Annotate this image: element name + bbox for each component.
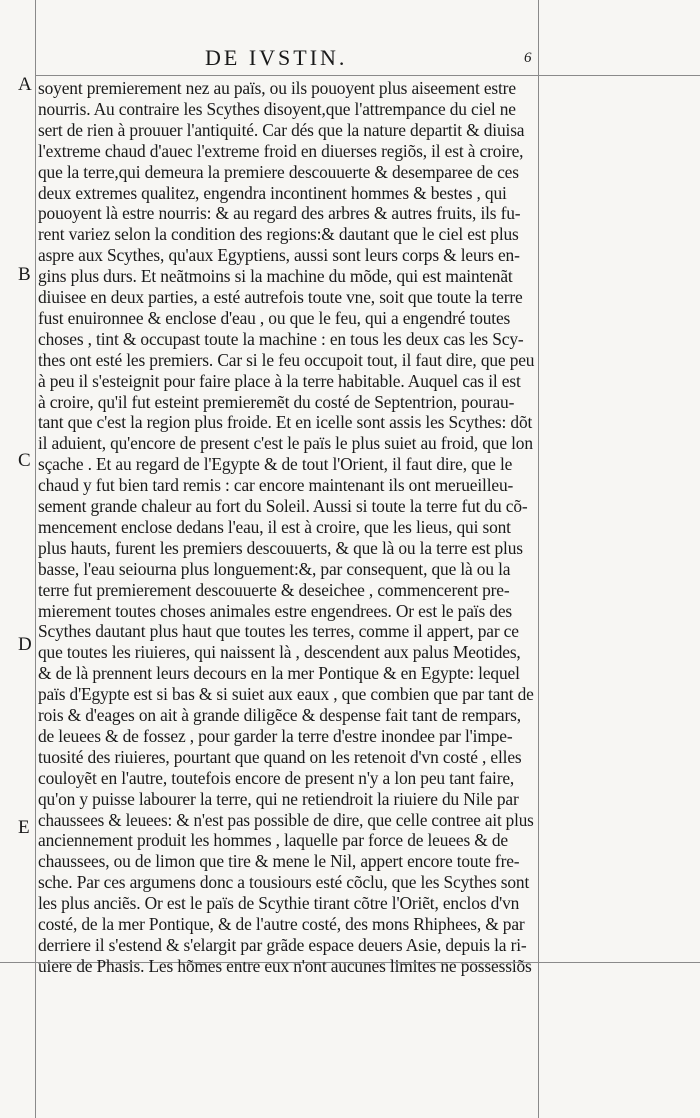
- text-line: Scythes dautant plus haut que toutes les terres, comme il appert, par ce: [38, 621, 519, 642]
- margin-marker-d: D: [18, 634, 32, 655]
- running-title: DE IVSTIN.: [205, 45, 348, 70]
- text-line: sçache . Et au regard de l'Egypte & de tout l'Orient, il faut dire, que le: [38, 454, 513, 475]
- text-line: nourris. Au contraire les Scythes disoyent,que l'attrempance du ciel ne: [38, 98, 516, 119]
- left-margin-rule: [35, 0, 36, 1118]
- text-line: à peu il s'esteignit pour faire place à la terre habitable. Auquel cas il est: [38, 370, 521, 391]
- text-line: l'extreme chaud d'auec l'extreme froid en diuerses regiõs, il est à croire,: [38, 140, 524, 161]
- margin-marker-c: C: [18, 450, 31, 471]
- text-line: thes ont esté les premiers. Car si le feu occupoit tout, il faut dire, que peu: [38, 349, 535, 370]
- text-line: & de là prennent leurs decours en la mer Pontique & en Egypte: lequel: [38, 663, 520, 684]
- text-line: diuisee en deux parties, a esté autrefois toute vne, soit que toute la terre: [38, 287, 523, 307]
- text-line: que toutes les riuieres, qui naissent là , descendent aux palus Meotides,: [38, 642, 521, 663]
- text-line: deux extremes qualitez, engendra incontinent hommes & bestes , qui: [38, 182, 507, 203]
- text-line: couloyẽt en l'autre, toutefois encore de present n'y a lon peu tant faire,: [38, 767, 515, 788]
- text-line: pouoyent là estre nourris: & au regard des arbres & autres fruits, ils fu-: [38, 203, 521, 224]
- text-line: païs d'Egypte est si bas & si suiet aux eaux , que combien que par tant de: [38, 684, 534, 705]
- text-line: mencement enclose dedans l'eau, il est à croire, que les lieus, qui sont: [38, 516, 511, 537]
- text-line: il aduient, qu'encore de present c'est le païs le plus suiet au froid, que lon: [38, 433, 533, 454]
- text-line: costé, de la mer Pontique, & de l'autre costé, des mons Rhiphees, & par: [38, 914, 525, 934]
- text-line: sche. Par ces argumens donc a tousiours esté cõclu, que les Scythes sont: [38, 872, 530, 893]
- text-line: choses , tint & occupast toute la machine : en tous les deux cas les Scy-: [38, 328, 524, 349]
- text-line: chaud y fut bien tard remis : car encore maintenant ils ont merueilleu-: [38, 475, 514, 496]
- text-line: gins plus durs. Et neãtmoins si la machine du mõde, qui est maintenãt: [38, 266, 513, 287]
- text-line: chaussees & leuees: & n'est pas possible de dire, que celle contree ait plus: [38, 809, 534, 830]
- text-line: plus hauts, furent les premiers descouuerts, & que là ou la terre est plus: [38, 537, 523, 558]
- page-number: 6: [524, 50, 532, 66]
- text-line: sert de rien à prouuer l'antiquité. Car dés que la nature departit & diuisa: [38, 119, 525, 140]
- text-line: les plus anciẽs. Or est le païs de Scythie tirant cõtre l'Oriẽt, enclos d'vn: [38, 893, 520, 914]
- text-line: basse, l'eau seiourna plus longuement:&, par consequent, que là ou la: [38, 558, 511, 579]
- text-line: chaussees, ou de limon que tire & mene le Nil, appert encore toute fre-: [38, 851, 520, 872]
- text-line: sement grande chaleur au fort du Soleil. Aussi si toute la terre fut du cõ-: [38, 496, 528, 516]
- text-line: uiere de Phasis. Les hõmes entre eux n'ont aucunes limites ne possessiõs: [38, 955, 532, 976]
- text-line: terre fut premierement descouuerte & deseichee , commencerent pre-: [38, 579, 510, 600]
- text-line: anciennement produit les hommes , laquelle par force de leuees & de: [38, 830, 508, 851]
- text-line: tant que c'est la region plus froide. Et en icelle sont assis les Scythes: dõt: [38, 412, 533, 433]
- text-line: aspre aux Scythes, qu'aux Egyptiens, aussi sont leurs corps & leurs en-: [38, 245, 520, 266]
- text-line: derriere il s'estend & s'elargit par grãde espace deuers Asie, depuis la ri-: [38, 934, 527, 955]
- text-line: à croire, qu'il fut esteint premieremẽt du costé de Septentrion, pourau-: [38, 391, 515, 412]
- margin-marker-b: B: [18, 264, 31, 285]
- header-rule: [35, 75, 700, 76]
- text-line: que la terre,qui demeura la premiere descouuerte & desemparee de ces: [38, 161, 519, 182]
- text-line: fust enuironnee & enclose d'eau , ou que le feu, qui a engendré toutes: [38, 307, 511, 328]
- text-line: mierement toutes choses animales estre engendrees. Or est le païs des: [38, 600, 513, 621]
- text-line: rent variez selon la condition des regions:& dautant que le ciel est plus: [38, 224, 519, 245]
- text-line: qu'on y puisse labourer la terre, qui ne retiendroit la riuiere du Nile par: [38, 788, 519, 809]
- margin-marker-e: E: [18, 817, 30, 838]
- text-line: rois & d'eages on ait à grande diligẽce & despense fait tant de rempars,: [38, 705, 521, 725]
- margin-marker-a: A: [18, 74, 32, 95]
- right-margin-rule: [538, 0, 539, 1118]
- text-line: de leuees & de fossez , pour garder la terre d'estre inondee par l'impe-: [38, 725, 513, 746]
- text-line: soyent premierement nez au païs, ou ils pouoyent plus aiseement estre: [38, 78, 516, 98]
- text-line: tuosité des riuieres, pourtant que quand on les retenoit d'vn costé , elles: [38, 746, 522, 767]
